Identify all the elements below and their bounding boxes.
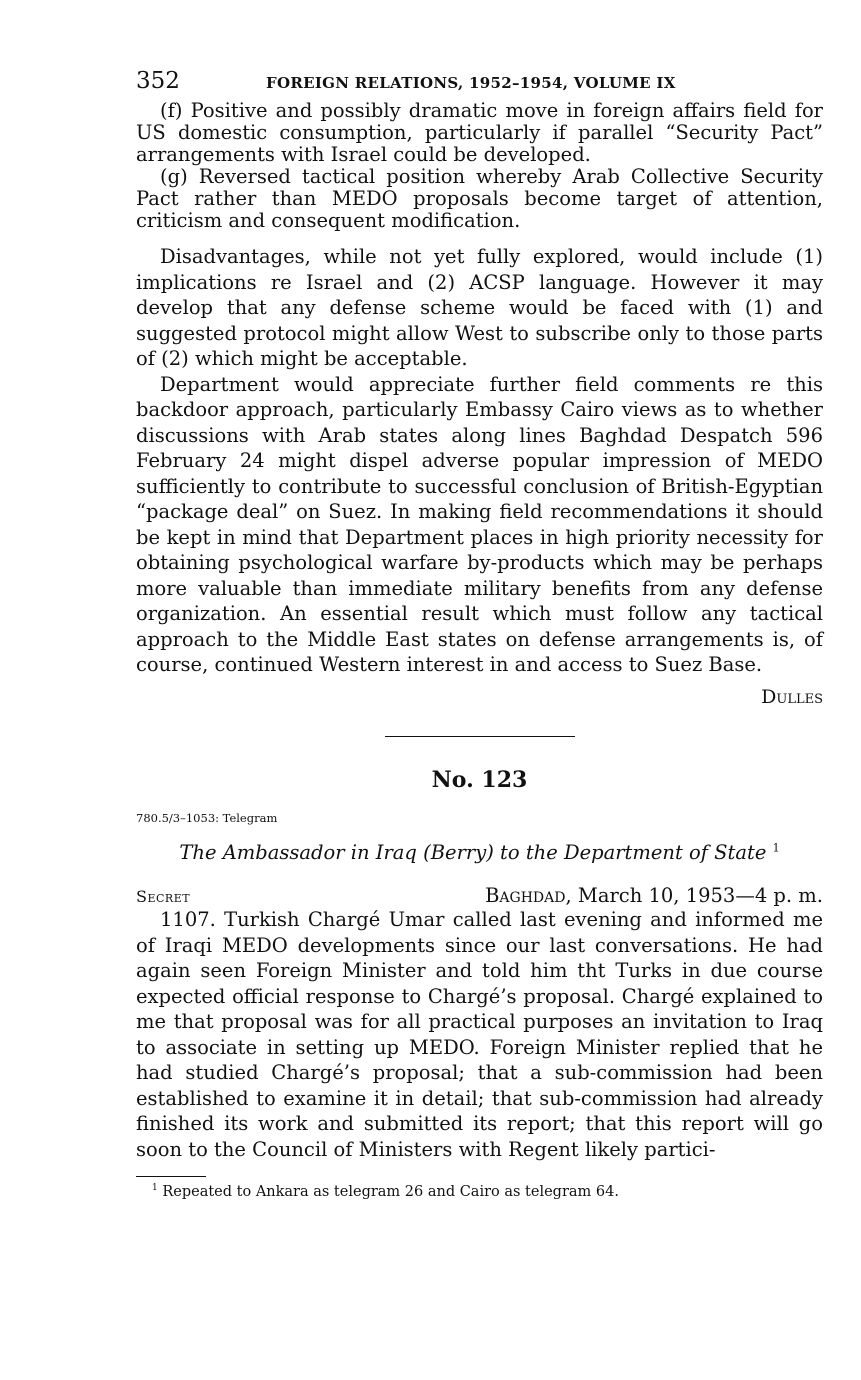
document-title xyxy=(136,841,823,864)
footnote-marker: 1 xyxy=(152,1183,158,1194)
classification-label: Secret xyxy=(136,887,191,906)
running-head xyxy=(136,68,823,100)
volume-title: FOREIGN RELATIONS, 1952–1954, VOLUME IX xyxy=(266,74,676,92)
signature: Dulles xyxy=(761,685,823,708)
list-item-g: (g) Reversed tactical position whereby Arab Collective Security Pact rather than MEDO proposals become target of attention, criticism and consequent modification. xyxy=(136,165,823,232)
file-reference: 780.5/3–1053: Telegram xyxy=(136,811,278,825)
telegram-body: 1107. Turkish Chargé Umar called last evening and informed me of Iraqi MEDO developments since our last conversations. He had again seen Foreign Minister and told him tht Turks in due course expected official response to Chargé’s proposal. Chargé explained to me that proposal was for all practical purposes an invitation to Iraq to associate in setting up MEDO. Foreign Minister replied that he had studied Chargé’s proposal; that a sub-commission had been established to examine it in detail; that sub-commission had already finished its work and submitted its report; that this report will go soon to the Council of Ministers with Regent likely partici- xyxy=(136,908,823,1161)
document-number: No. 123 xyxy=(431,767,528,793)
paragraph-disadvantages: Disadvantages, while not yet fully explored, would include (1) implications re Israel and (2) ACSP language. However it may develop that any defense scheme would be faced with (1) and suggested protocol might allow West to subscribe only to those parts of (2) which might be acceptable. xyxy=(136,245,823,370)
footnote-ref: 1 xyxy=(772,841,780,855)
date: March 10, 1953—4 p. m. xyxy=(577,884,823,907)
dateline xyxy=(136,884,823,907)
document-title-text: The Ambassador in Iraq (Berry) to the Department of State xyxy=(179,841,767,864)
place: Baghdad, xyxy=(485,884,572,907)
footnote-divider xyxy=(136,1176,206,1177)
page-number: 352 xyxy=(136,68,180,94)
footnote-text: Repeated to Ankara as telegram 26 and Cairo as telegram 64. xyxy=(162,1184,619,1201)
footnote xyxy=(136,1183,823,1200)
list-item-f: (f) Positive and possibly dramatic move in foreign affairs field for US domestic consumption, particularly if parallel “Security Pact” arrangements with Israel could be developed. xyxy=(136,99,823,166)
section-divider xyxy=(385,736,575,738)
place-date xyxy=(485,884,823,907)
document-page xyxy=(136,68,823,1200)
paragraph-department: Department would appreciate further field comments re this backdoor approach, particularly Embassy Cairo views as to whether discussions with Arab states along lines Baghdad Despatch 596 February 24 might dispel adverse popular impression of MEDO sufficiently to contribute to successful conclusion of British-Egyptian “package deal” on Suez. In making field recommendations it should be kept in mind that Department places in high priority necessity for obtaining psychological warfare by-products which may be perhaps more valuable than immediate military benefits from any defense organization. An essential result which must follow any tactical approach to the Middle East states on defense arrangements is, of course, continued Western interest in and access to Suez Base. xyxy=(136,372,823,676)
